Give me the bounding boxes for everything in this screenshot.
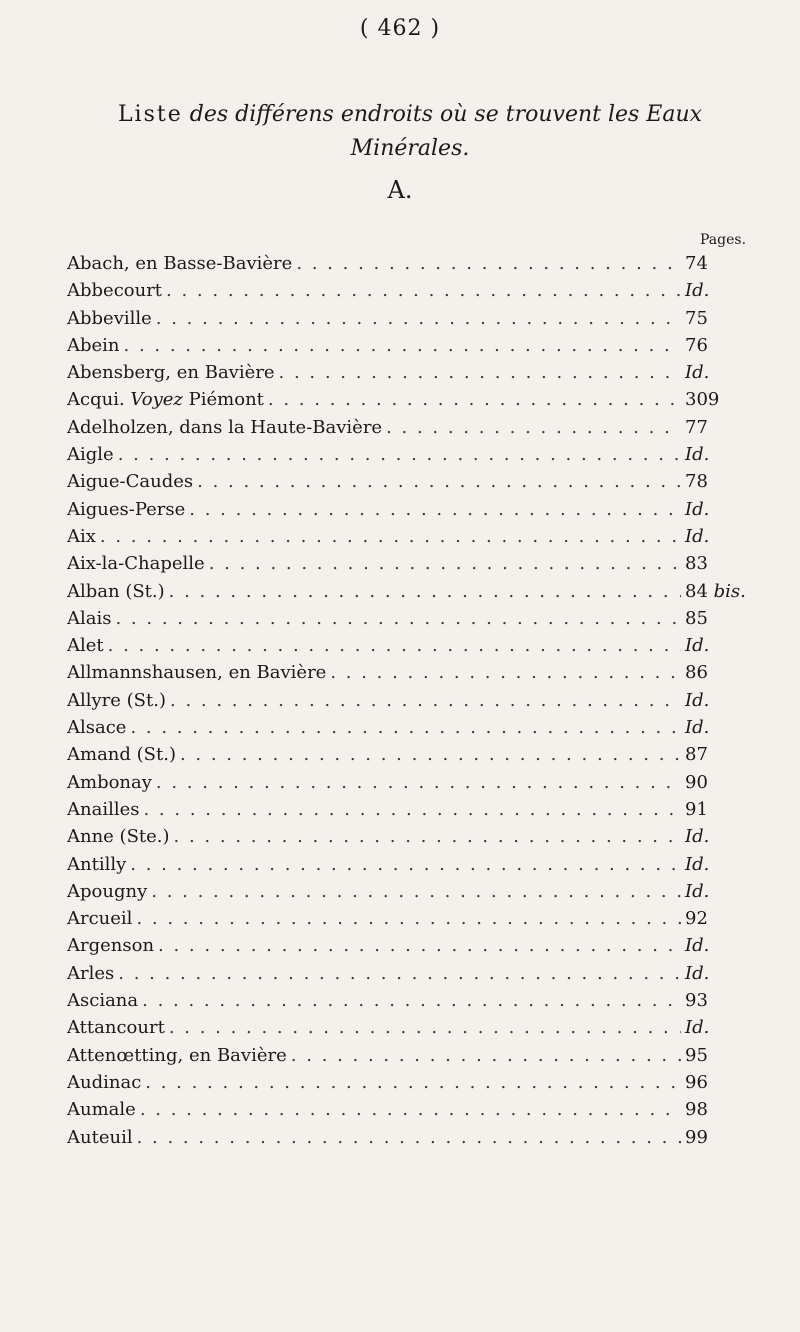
entry-name-text: Acqui.: [67, 389, 125, 411]
entry-name: [67, 799, 139, 820]
entry-name-text: Antilly: [67, 853, 127, 875]
entry-page: [685, 854, 757, 875]
entry-name-text: Aix-la-Chapelle: [67, 553, 205, 575]
entry-name: [67, 662, 326, 683]
page-number: ( 462 ): [359, 16, 441, 41]
entry-page: [685, 799, 757, 820]
list-item: [67, 471, 757, 498]
list-item: [67, 717, 757, 744]
entry-page-number: Id.: [685, 826, 710, 848]
entry-name-text: Argenson: [67, 935, 155, 957]
dot-leader: [166, 280, 681, 301]
entry-page-number: 77: [685, 416, 708, 438]
entry-name: [67, 1099, 136, 1120]
entry-page: [685, 526, 757, 547]
list-item: [67, 389, 757, 416]
entry-name-text: Arles: [67, 962, 115, 984]
list-item: [67, 417, 757, 444]
entry-name: [67, 908, 132, 929]
entry-name-text: Abbeville: [67, 307, 152, 329]
list-item: [67, 581, 757, 608]
entry-reference: Voyez: [130, 389, 183, 411]
entry-name: [67, 581, 165, 602]
dot-leader: [156, 772, 681, 793]
entry-name: [67, 526, 96, 547]
entry-page: [685, 499, 757, 520]
entry-name: [67, 308, 152, 329]
entry-page: [685, 553, 757, 574]
heading-caps-word: Liste: [117, 102, 183, 127]
entry-page-number: 309: [685, 389, 720, 411]
entry-page-number: 78: [685, 471, 708, 493]
entry-name: [67, 608, 111, 629]
entry-page-number: Id.: [685, 444, 710, 466]
entry-name-text: Alban (St.): [67, 580, 165, 602]
entry-name-text: Alet: [67, 635, 104, 657]
entry-page-number: 93: [685, 990, 708, 1012]
entry-name: [67, 690, 166, 711]
list-item: [67, 1072, 757, 1099]
entry-list: [67, 253, 757, 1154]
entry-name: [67, 881, 147, 902]
entry-name-text: Aigues-Perse: [67, 498, 186, 520]
entry-page: [685, 908, 757, 929]
entry-page-number: 75: [685, 307, 708, 329]
section-letter: A.: [387, 176, 413, 204]
entry-page: [685, 280, 757, 301]
dot-leader: [209, 553, 681, 574]
entry-page: [685, 1127, 757, 1148]
list-item: [67, 1045, 757, 1072]
entry-page: [685, 1045, 757, 1066]
entry-name: [67, 963, 114, 984]
entry-page: [685, 308, 757, 329]
entry-page-number: Id.: [685, 962, 710, 984]
dot-leader: [386, 417, 681, 438]
entry-name: [67, 1072, 141, 1093]
dot-leader: [118, 444, 681, 465]
entry-name-text: Abbecourt: [67, 280, 163, 302]
dot-leader: [174, 826, 681, 847]
entry-page-number: Id.: [685, 853, 710, 875]
list-item: [67, 826, 757, 853]
entry-page: [685, 717, 757, 738]
entry-page: [685, 635, 757, 656]
entry-name: [67, 744, 176, 765]
entry-page-number: 87: [685, 744, 708, 766]
list-item: [67, 854, 757, 881]
entry-page: [685, 471, 757, 492]
entry-name-text: Apougny: [67, 880, 148, 902]
list-item: [67, 362, 757, 389]
entry-page-number: 83: [685, 553, 708, 575]
entry-name-text: Audinac: [67, 1071, 142, 1093]
heading-line-2: Minérales.: [350, 136, 470, 161]
entry-page: [685, 772, 757, 793]
entry-name: [67, 280, 162, 301]
entry-page: [685, 990, 757, 1011]
entry-name: [67, 471, 193, 492]
dot-leader: [140, 1099, 681, 1120]
dot-leader: [170, 690, 681, 711]
entry-name: [67, 253, 292, 274]
list-item: [67, 1099, 757, 1126]
entry-name-text: Alais: [67, 607, 112, 629]
entry-page-number: Id.: [685, 280, 710, 302]
list-item: [67, 608, 757, 635]
entry-name-text: Aigle: [67, 444, 114, 466]
entry-page-number: Id.: [685, 717, 710, 739]
dot-leader: [142, 990, 681, 1011]
entry-name-text: Anailles: [67, 798, 140, 820]
list-item: [67, 499, 757, 526]
entry-name: [67, 635, 104, 656]
entry-page-number: 86: [685, 662, 708, 684]
dot-leader: [151, 881, 681, 902]
list-item: [67, 308, 757, 335]
entry-page-number: 76: [685, 334, 708, 356]
entry-page-number: 74: [685, 253, 708, 274]
entry-page: [685, 362, 757, 383]
entry-name: [67, 990, 138, 1011]
entry-page: [685, 744, 757, 765]
entry-name-text: Asciana: [67, 990, 139, 1012]
entry-name-text: Aumale: [67, 1099, 136, 1121]
dot-leader: [143, 799, 681, 820]
entry-page-number: Id.: [685, 498, 710, 520]
dot-leader: [118, 963, 681, 984]
list-item: [67, 744, 757, 771]
dot-leader: [180, 744, 681, 765]
entry-page: [685, 253, 757, 274]
dot-leader: [136, 908, 681, 929]
list-item: [67, 1127, 757, 1154]
entry-name: [67, 389, 264, 410]
entry-page: [685, 1072, 757, 1093]
entry-name-text: Aigue-Caudes: [67, 471, 194, 493]
list-item: [67, 963, 757, 990]
list-item: [67, 690, 757, 717]
entry-page: [685, 826, 757, 847]
entry-page-number: Id.: [685, 635, 710, 657]
entry-reference-target: Piémont: [188, 389, 264, 411]
dot-leader: [124, 335, 681, 356]
entry-name-text: Ambonay: [67, 771, 152, 793]
entry-page-number: Id.: [685, 362, 710, 384]
entry-name-text: Abein: [67, 334, 120, 356]
dot-leader: [130, 717, 681, 738]
entry-name: [67, 553, 205, 574]
list-item: [67, 935, 757, 962]
dot-leader: [268, 389, 681, 410]
entry-page: [685, 881, 757, 902]
entry-name-text: Aix: [67, 525, 96, 547]
dot-leader: [145, 1072, 681, 1093]
entry-name-text: Amand (St.): [67, 744, 176, 766]
entry-name: [67, 717, 126, 738]
dot-leader: [279, 362, 681, 383]
entry-page-number: Id.: [685, 525, 710, 547]
dot-leader: [197, 471, 681, 492]
dot-leader: [156, 308, 681, 329]
dot-leader: [137, 1127, 681, 1148]
entry-name-text: Attancourt: [67, 1017, 165, 1039]
list-item: [67, 280, 757, 307]
entry-name-text: Adelholzen, dans la Haute-Bavière: [67, 416, 383, 438]
list-item: [67, 662, 757, 689]
entry-page: [685, 389, 757, 410]
pages-column-label: Pages.: [700, 232, 747, 248]
list-item: [67, 799, 757, 826]
entry-page: [685, 417, 757, 438]
dot-leader: [330, 662, 681, 683]
dot-leader: [158, 935, 681, 956]
dot-leader: [130, 854, 681, 875]
dot-leader: [296, 253, 681, 274]
entry-page: [685, 662, 757, 683]
entry-name-text: Alsace: [67, 717, 127, 739]
entry-name: [67, 1017, 165, 1038]
list-item: [67, 908, 757, 935]
entry-name-text: Auteuil: [67, 1126, 133, 1148]
entry-page: [685, 690, 757, 711]
heading-italic-text: des différens endroits où se trouvent les Eaux: [189, 102, 703, 127]
entry-page-number: 99: [685, 1126, 708, 1148]
list-item: [67, 990, 757, 1017]
entry-page-number: 96: [685, 1071, 708, 1093]
entry-name: [67, 499, 185, 520]
entry-name: [67, 335, 120, 356]
dot-leader: [108, 635, 681, 656]
list-item: [67, 253, 757, 280]
dot-leader: [169, 581, 681, 602]
heading-line-1: [40, 98, 780, 132]
entry-page: [685, 1017, 757, 1038]
entry-page: [685, 935, 757, 956]
entry-name-text: Allyre (St.): [67, 689, 166, 711]
entry-page-number: 90: [685, 771, 708, 793]
entry-page: [685, 608, 757, 629]
list-item: [67, 772, 757, 799]
list-item: [67, 444, 757, 471]
entry-page-number: 92: [685, 908, 708, 930]
entry-name: [67, 935, 154, 956]
entry-name-text: Arcueil: [67, 908, 133, 930]
entry-page: [685, 1099, 757, 1120]
entry-page: [685, 444, 757, 465]
entry-page-number: Id.: [685, 880, 710, 902]
entry-name: [67, 362, 275, 383]
entry-name-text: Attenœtting, en Bavière: [67, 1044, 287, 1066]
list-item: [67, 526, 757, 553]
list-item: [67, 335, 757, 362]
entry-page-number: Id.: [685, 935, 710, 957]
entry-name-text: Abensberg, en Bavière: [67, 362, 275, 384]
entry-name: [67, 772, 152, 793]
entry-page-number: 84: [685, 580, 708, 602]
entry-page: [685, 963, 757, 984]
entry-name-text: Abach, en Basse-Bavière: [67, 253, 293, 274]
dot-leader: [189, 499, 681, 520]
entry-page-number: 85: [685, 607, 708, 629]
entry-page: [685, 581, 757, 602]
entry-name: [67, 854, 126, 875]
entry-name: [67, 826, 170, 847]
entry-page-number: 91: [685, 798, 708, 820]
entry-name: [67, 417, 382, 438]
list-item: [67, 553, 757, 580]
list-heading: [40, 98, 780, 166]
entry-name-text: Anne (Ste.): [67, 826, 170, 848]
entry-page-suffix: bis.: [713, 580, 746, 602]
entry-name: [67, 1127, 133, 1148]
dot-leader: [100, 526, 681, 547]
list-item: [67, 1017, 757, 1044]
entry-page-number: 98: [685, 1099, 708, 1121]
list-item: [67, 881, 757, 908]
entry-page-number: Id.: [685, 689, 710, 711]
dot-leader: [169, 1017, 681, 1038]
list-item: [67, 635, 757, 662]
entry-name: [67, 444, 114, 465]
entry-name: [67, 1045, 287, 1066]
dot-leader: [115, 608, 681, 629]
entry-page: [685, 335, 757, 356]
entry-page-number: 95: [685, 1044, 708, 1066]
entry-page-number: Id.: [685, 1017, 710, 1039]
entry-name-text: Allmannshausen, en Bavière: [67, 662, 327, 684]
dot-leader: [291, 1045, 681, 1066]
